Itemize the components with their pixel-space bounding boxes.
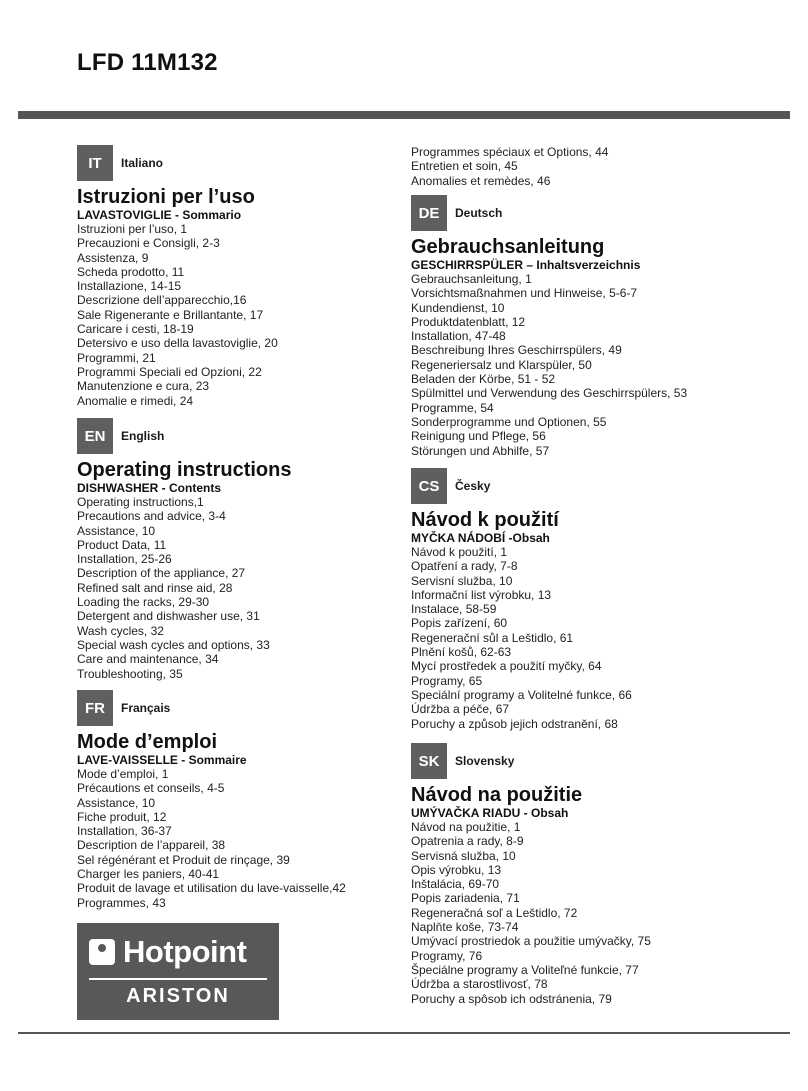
contents-item: Programmes spéciaux et Options, 44 — [411, 145, 609, 159]
contents-item: Scheda prodotto, 11 — [77, 264, 185, 279]
contents-item: Istruzioni per l’uso, 1 — [77, 222, 188, 236]
contents-list — [77, 495, 407, 681]
contents-item: Installation, 25-26 — [77, 552, 172, 567]
contents-item: Description of the appliance, 27 — [77, 566, 246, 581]
section-heading: Istruzioni per l’uso — [77, 186, 255, 208]
contents-item: Installation, 47-48 — [411, 329, 506, 344]
contents-item: Descrizione dell’apparecchio,16 — [77, 293, 247, 308]
language-row — [77, 145, 407, 181]
contents-item: Fiche produit, 12 — [77, 809, 167, 824]
contents-item: Reinigung und Pflege, 56 — [411, 429, 546, 444]
contents-item: Product Data, 11 — [77, 537, 167, 552]
contents-item: Anomalie e rimedi, 24 — [77, 393, 194, 408]
contents-item: Servisná služba, 10 — [411, 848, 516, 863]
contents-item: Opatření a rady, 7-8 — [411, 559, 518, 574]
contents-list — [77, 222, 407, 408]
contents-item: Detergent and dishwasher use, 31 — [77, 609, 260, 624]
section-subtitle: UMÝVAČKA RIADU - Obsah — [411, 806, 569, 820]
section-english — [77, 418, 407, 681]
language-code-badge: FR — [77, 690, 113, 726]
contents-item: Produktdatenblatt, 12 — [411, 314, 526, 329]
contents-item: Návod k použití, 1 — [411, 545, 508, 559]
hotpoint-mark-icon — [89, 939, 115, 965]
contents-item: Sel régénérant et Produit de rinçage, 39 — [77, 852, 290, 867]
contents-item: Regeneračná soľ a Leštidlo, 72 — [411, 905, 578, 920]
section-heading: Operating instructions — [77, 459, 292, 481]
contents-item: Spülmittel und Verwendung des Geschirrspülers, 53 — [411, 386, 688, 401]
contents-list — [411, 272, 741, 458]
contents-item: Údržba a starostlivosť, 78 — [411, 977, 548, 992]
contents-item: Programmi Speciali ed Opzioni, 22 — [77, 364, 262, 379]
contents-list — [411, 145, 741, 188]
contents-item: Návod na použitie, 1 — [411, 820, 521, 834]
contents-list — [411, 820, 741, 1006]
contents-item: Regeneriersalz und Klarspüler, 50 — [411, 357, 592, 372]
contents-item: Programmes, 43 — [77, 895, 166, 910]
contents-item: Anomalies et remèdes, 46 — [411, 173, 551, 188]
contents-item: Gebrauchsanleitung, 1 — [411, 272, 532, 286]
language-name: Deutsch — [455, 206, 503, 220]
contents-item: Inštalácia, 69-70 — [411, 877, 500, 892]
contents-list — [77, 767, 407, 910]
language-name: English — [121, 429, 165, 443]
contents-item: Beschreibung Ihres Geschirrspülers, 49 — [411, 343, 622, 358]
contents-item: Umývací prostriedok a použitie umývačky, 75 — [411, 934, 651, 949]
contents-item: Programmi, 21 — [77, 350, 156, 365]
contents-item: Informační list výrobku, 13 — [411, 587, 552, 602]
logo-sub-text: ARISTON — [126, 985, 230, 1007]
language-name: Česky — [455, 479, 491, 493]
contents-item: Sonderprogramme und Optionen, 55 — [411, 414, 607, 429]
logo-divider — [89, 978, 267, 980]
language-code-badge: CS — [411, 468, 447, 504]
contents-item: Assistenza, 9 — [77, 250, 149, 265]
contents-item: Special wash cycles and options, 33 — [77, 637, 270, 652]
contents-item: Naplňte koše, 73-74 — [411, 920, 519, 935]
logo-brand-text: Hotpoint — [123, 934, 247, 969]
contents-item: Opis výrobku, 13 — [411, 862, 502, 877]
contents-item: Operating instructions,1 — [77, 495, 204, 509]
logo-top-row — [89, 934, 246, 970]
contents-item: Mycí prostředek a použití myčky, 64 — [411, 659, 602, 674]
contents-item: Installazione, 14-15 — [77, 279, 182, 294]
contents-item: Popis zariadenia, 71 — [411, 891, 520, 906]
contents-item: Troubleshooting, 35 — [77, 666, 183, 681]
contents-item: Speciální programy a Volitelné funkce, 66 — [411, 687, 632, 702]
model-title: LFD 11M132 — [77, 49, 218, 76]
contents-item: Programy, 76 — [411, 948, 483, 963]
section-heading: Návod k použití — [411, 509, 559, 531]
contents-item: Description de l’appareil, 38 — [77, 838, 226, 853]
contents-item: Detersivo e uso della lavastoviglie, 20 — [77, 336, 278, 351]
contents-item: Charger les paniers, 40-41 — [77, 867, 220, 882]
contents-item: Care and maintenance, 34 — [77, 652, 219, 667]
contents-item: Manutenzione e cura, 23 — [77, 379, 210, 394]
contents-item: Servisní služba, 10 — [411, 573, 513, 588]
contents-item: Poruchy a spôsob ich odstránenia, 79 — [411, 991, 612, 1006]
contents-item: Vorsichtsmaßnahmen und Hinweise, 5-6-7 — [411, 286, 638, 301]
contents-item: Programme, 54 — [411, 400, 494, 415]
language-row — [77, 690, 407, 726]
contents-item: Produit de lavage et utilisation du lave-vaisselle,42 — [77, 881, 346, 896]
language-row — [411, 743, 741, 779]
language-name: Slovensky — [455, 754, 515, 768]
section-deutsch — [411, 195, 741, 458]
contents-item: Sale Rigenerante e Brillantante, 17 — [77, 307, 264, 322]
contents-item: Précautions et conseils, 4-5 — [77, 781, 225, 796]
footer-rule — [18, 1032, 790, 1034]
contents-item: Caricare i cesti, 18-19 — [77, 322, 194, 337]
section-subtitle: GESCHIRRSPÜLER – Inhaltsverzeichnis — [411, 258, 641, 272]
contents-item: Plnění košů, 62-63 — [411, 645, 512, 660]
contents-item: Loading the racks, 29-30 — [77, 595, 210, 610]
section-subtitle: LAVASTOVIGLIE - Sommario — [77, 208, 242, 222]
contents-item: Mode d’emploi, 1 — [77, 767, 169, 781]
contents-item: Refined salt and rinse aid, 28 — [77, 580, 233, 595]
contents-item: Assistance, 10 — [77, 795, 156, 810]
contents-item: Beladen der Körbe, 51 - 52 — [411, 372, 556, 387]
header-rule — [18, 111, 790, 119]
language-code-badge: DE — [411, 195, 447, 231]
language-name: Italiano — [121, 156, 164, 170]
contents-list — [411, 545, 741, 731]
section-italiano — [77, 145, 407, 408]
contents-item: Kundendienst, 10 — [411, 300, 505, 315]
contents-item: Údržba a péče, 67 — [411, 702, 510, 717]
section-francais-continued — [411, 145, 741, 188]
section-subtitle: DISHWASHER - Contents — [77, 481, 221, 495]
contents-item: Popis zařízení, 60 — [411, 616, 508, 631]
contents-item: Precauzioni e Consigli, 2-3 — [77, 236, 220, 251]
language-code-badge: IT — [77, 145, 113, 181]
section-subtitle: MYČKA NÁDOBÍ -Obsah — [411, 531, 550, 545]
contents-item: Precautions and advice, 3-4 — [77, 509, 226, 524]
section-heading: Mode d’emploi — [77, 731, 217, 753]
section-heading: Návod na použitie — [411, 784, 583, 806]
section-heading: Gebrauchsanleitung — [411, 236, 605, 258]
contents-item: Programy, 65 — [411, 673, 483, 688]
language-row — [411, 195, 741, 231]
contents-item: Špeciálne programy a Voliteľné funkcie, 77 — [411, 962, 639, 977]
section-cesky — [411, 468, 741, 731]
contents-item: Poruchy a způsob jejich odstranění, 68 — [411, 716, 618, 731]
language-code-badge: SK — [411, 743, 447, 779]
contents-item: Assistance, 10 — [77, 523, 156, 538]
section-subtitle: LAVE-VAISSELLE - Sommaire — [77, 753, 247, 767]
contents-item: Entretien et soin, 45 — [411, 159, 518, 174]
section-slovensky — [411, 743, 741, 1006]
contents-item: Instalace, 58-59 — [411, 602, 497, 617]
contents-item: Regenerační sůl a Leštidlo, 61 — [411, 630, 574, 645]
language-code-badge: EN — [77, 418, 113, 454]
contents-item: Störungen und Abhilfe, 57 — [411, 443, 550, 458]
language-row — [77, 418, 407, 454]
contents-item: Installation, 36-37 — [77, 824, 172, 839]
section-francais — [77, 690, 407, 910]
language-name: Français — [121, 701, 171, 715]
contents-item: Wash cycles, 32 — [77, 623, 164, 638]
contents-item: Opatrenia a rady, 8-9 — [411, 834, 524, 849]
language-row — [411, 468, 741, 504]
brand-logo — [77, 923, 279, 1020]
